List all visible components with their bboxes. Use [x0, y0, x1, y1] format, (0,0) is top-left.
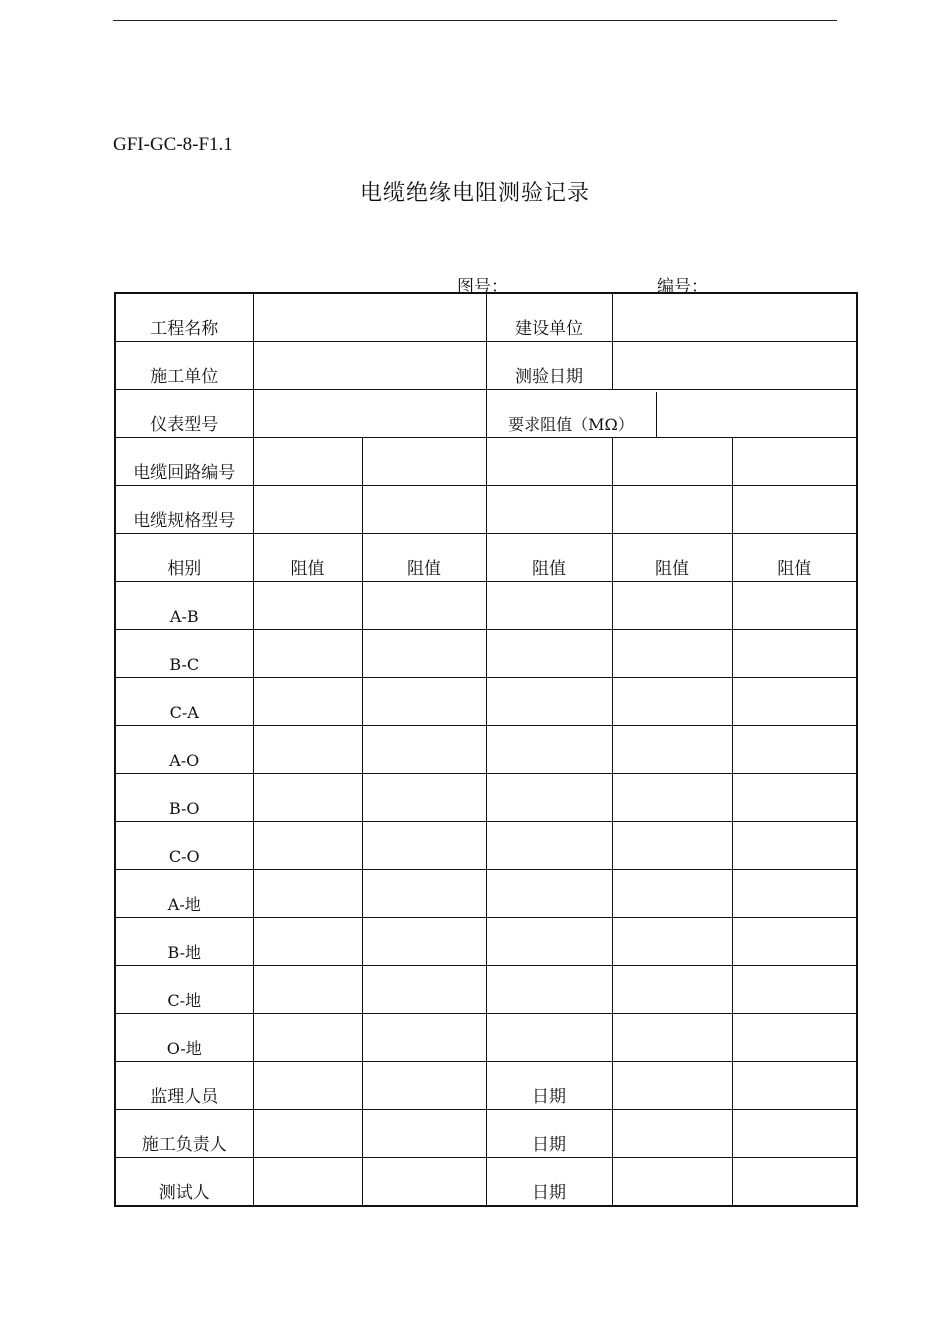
circuit-number-label: 电缆回路编号: [115, 438, 253, 486]
phase-row: [115, 678, 857, 726]
contractor-row: [115, 342, 857, 390]
resistance-cell[interactable]: [612, 774, 732, 822]
phase-row: [115, 822, 857, 870]
resistance-cell[interactable]: [486, 822, 612, 870]
table-cell[interactable]: [732, 486, 857, 534]
resistance-cell[interactable]: [612, 822, 732, 870]
phase-row: [115, 966, 857, 1014]
date-cell[interactable]: [612, 1110, 732, 1158]
resistance-cell[interactable]: [253, 1014, 362, 1062]
resistance-cell[interactable]: [732, 774, 857, 822]
resistance-cell[interactable]: [732, 726, 857, 774]
table-cell[interactable]: [732, 438, 857, 486]
resistance-cell[interactable]: [486, 630, 612, 678]
resistance-cell[interactable]: [362, 774, 486, 822]
resistance-cell[interactable]: [612, 1014, 732, 1062]
date-cell[interactable]: [732, 1062, 857, 1110]
resistance-cell[interactable]: [486, 678, 612, 726]
table-cell[interactable]: [253, 438, 362, 486]
instrument-model-label: 仪表型号: [115, 390, 253, 438]
phase-row: [115, 918, 857, 966]
signoff-row: [115, 1158, 857, 1207]
resistance-cell[interactable]: [362, 822, 486, 870]
resistance-cell[interactable]: [253, 678, 362, 726]
table-cell[interactable]: [612, 486, 732, 534]
phase-label: B-地: [115, 918, 253, 966]
resistance-cell[interactable]: [486, 774, 612, 822]
resistance-cell[interactable]: [253, 582, 362, 630]
form-code: GFI-GC-8-F1.1: [113, 134, 233, 155]
cable-spec-row: [115, 486, 857, 534]
resistance-header: 阻值: [362, 534, 486, 582]
phase-row: [115, 630, 857, 678]
resistance-cell[interactable]: [732, 966, 857, 1014]
required-resistance-field[interactable]: [657, 392, 857, 437]
resistance-cell[interactable]: [486, 726, 612, 774]
resistance-header: 阻值: [732, 534, 857, 582]
phase-label: B-C: [115, 630, 253, 678]
date-label: 日期: [486, 1158, 612, 1207]
contractor-label: 施工单位: [115, 342, 253, 390]
owner-unit-field[interactable]: [612, 293, 857, 342]
resistance-cell[interactable]: [253, 630, 362, 678]
document-title: 电缆绝缘电阻测验记录: [359, 181, 590, 206]
signoff-role-label: 监理人员: [115, 1062, 253, 1110]
phase-row: [115, 870, 857, 918]
resistance-cell[interactable]: [253, 822, 362, 870]
signoff-row: [115, 1110, 857, 1158]
phase-label: A-地: [115, 870, 253, 918]
drawing-number-label: 图号：: [457, 277, 508, 297]
resistance-cell[interactable]: [612, 966, 732, 1014]
phase-label: C-地: [115, 966, 253, 1014]
project-name-label: 工程名称: [115, 293, 253, 342]
resistance-header: 阻值: [612, 534, 732, 582]
signoff-row: [115, 1062, 857, 1110]
column-header-row: [115, 534, 857, 582]
phase-label: A-B: [115, 582, 253, 630]
date-label: 日期: [486, 1062, 612, 1110]
signature-cell[interactable]: [362, 1110, 486, 1158]
date-label: 日期: [486, 1110, 612, 1158]
resistance-cell[interactable]: [362, 918, 486, 966]
cable-spec-label: 电缆规格型号: [115, 486, 253, 534]
header-rule: [113, 20, 837, 21]
resistance-cell[interactable]: [732, 1014, 857, 1062]
signoff-role-label: 施工负责人: [115, 1110, 253, 1158]
signature-cell[interactable]: [253, 1158, 362, 1207]
circuit-row: [115, 438, 857, 486]
resistance-cell[interactable]: [732, 582, 857, 630]
table-cell[interactable]: [362, 486, 486, 534]
phase-header: 相别: [115, 534, 253, 582]
table-cell[interactable]: [253, 486, 362, 534]
table-cell[interactable]: [486, 486, 612, 534]
instrument-model-field[interactable]: [253, 390, 486, 438]
resistance-cell[interactable]: [362, 966, 486, 1014]
resistance-cell[interactable]: [612, 678, 732, 726]
date-cell[interactable]: [612, 1062, 732, 1110]
resistance-cell[interactable]: [732, 870, 857, 918]
phase-row: [115, 774, 857, 822]
instrument-row: [115, 390, 857, 438]
resistance-cell[interactable]: [612, 582, 732, 630]
signoff-role-label: 测试人: [115, 1158, 253, 1207]
phase-label: A-O: [115, 726, 253, 774]
resistance-cell[interactable]: [362, 678, 486, 726]
test-date-field[interactable]: [612, 342, 857, 390]
required-resistance-label: 要求阻值（MΩ）: [487, 392, 657, 437]
signature-cell[interactable]: [253, 1062, 362, 1110]
resistance-cell[interactable]: [362, 1014, 486, 1062]
signature-cell[interactable]: [362, 1158, 486, 1207]
phase-label: C-O: [115, 822, 253, 870]
resistance-cell[interactable]: [486, 870, 612, 918]
table-cell[interactable]: [362, 438, 486, 486]
resistance-cell[interactable]: [253, 726, 362, 774]
date-cell[interactable]: [612, 1158, 732, 1207]
resistance-cell[interactable]: [486, 1014, 612, 1062]
date-cell[interactable]: [732, 1110, 857, 1158]
resistance-cell[interactable]: [612, 870, 732, 918]
resistance-cell[interactable]: [612, 630, 732, 678]
resistance-cell[interactable]: [732, 918, 857, 966]
resistance-cell[interactable]: [362, 630, 486, 678]
resistance-cell[interactable]: [253, 966, 362, 1014]
resistance-cell[interactable]: [732, 678, 857, 726]
project-row: [115, 293, 857, 342]
contractor-field[interactable]: [253, 342, 486, 390]
phase-label: B-O: [115, 774, 253, 822]
resistance-cell[interactable]: [732, 822, 857, 870]
test-date-label: 测验日期: [486, 342, 612, 390]
signature-cell[interactable]: [362, 1062, 486, 1110]
phase-row: [115, 726, 857, 774]
resistance-cell[interactable]: [612, 918, 732, 966]
resistance-cell[interactable]: [362, 582, 486, 630]
resistance-cell[interactable]: [486, 582, 612, 630]
resistance-cell[interactable]: [253, 870, 362, 918]
resistance-cell[interactable]: [253, 774, 362, 822]
resistance-header: 阻值: [253, 534, 362, 582]
serial-number-label: 编号：: [657, 277, 708, 297]
resistance-cell[interactable]: [732, 630, 857, 678]
required-resistance-cell: [486, 390, 857, 438]
phase-row: [115, 1014, 857, 1062]
resistance-cell[interactable]: [486, 918, 612, 966]
phase-label: C-A: [115, 678, 253, 726]
resistance-header: 阻值: [486, 534, 612, 582]
signature-cell[interactable]: [253, 1110, 362, 1158]
resistance-cell[interactable]: [612, 726, 732, 774]
date-cell[interactable]: [732, 1158, 857, 1207]
owner-unit-label: 建设单位: [486, 293, 612, 342]
insulation-record-table: [114, 292, 858, 1207]
project-name-field[interactable]: [253, 293, 486, 342]
resistance-cell[interactable]: [362, 726, 486, 774]
resistance-cell[interactable]: [253, 918, 362, 966]
resistance-cell[interactable]: [362, 870, 486, 918]
phase-row: [115, 582, 857, 630]
resistance-cell[interactable]: [486, 966, 612, 1014]
table-cell[interactable]: [612, 438, 732, 486]
phase-label: O-地: [115, 1014, 253, 1062]
table-cell[interactable]: [486, 438, 612, 486]
